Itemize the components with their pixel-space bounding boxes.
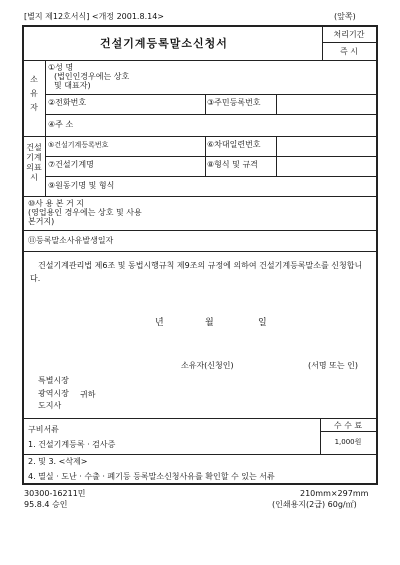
phone-label: ②전화번호 [48,98,87,107]
footer-paper-size: 210mm×297mm [300,489,369,498]
address-label: ④주 소 [48,120,74,129]
processing-period-label: 처리기간 [333,30,365,39]
name-label: ①성 명 [48,63,74,72]
resident-number-input[interactable] [278,96,374,112]
footer-paper-spec: (인쇄용지(2급) 60g/㎡) [272,500,357,509]
page-side-label: (앞쪽) [334,12,356,21]
outer-right-border [376,25,378,485]
addressee-special-city: 특별시장 [38,376,69,385]
required-documents-label: 구비서류 [28,425,59,434]
fee-split [320,431,376,432]
title-bottom-line [23,60,376,61]
machine-section-bottom [23,196,376,197]
phone-input[interactable] [132,96,202,112]
fee-value: 1,000원 [334,438,362,446]
base-location-note: (영업용인 경우에는 상호 및 사용본거지) [28,208,142,226]
processing-split [322,42,376,43]
base-location-label: ⑩사 용 본 거 지 [28,199,84,208]
phone-resident-divider [205,94,206,114]
machine-row-line-1 [45,156,376,157]
addressee-governor: 도지사 [38,401,62,410]
chassis-number-label: ⑥차대일련번호 [207,140,261,149]
outer-bottom-border [22,483,378,485]
engine-input[interactable] [130,178,374,194]
model-spec-label: ⑧형식 및 규격 [207,160,258,169]
machine-section-label: 건설기계의표시 [26,143,42,182]
date-day-label: 일 [258,318,267,328]
documents-mid-line [23,454,376,455]
form-title: 건설기계등록말소신청서 [100,37,228,50]
date-year-label: 년 [155,318,164,328]
owner-row-line-2 [45,114,376,115]
address-input[interactable] [90,116,374,134]
outer-left-border [22,25,24,485]
engine-label: ⑨원동기명 및 형식 [48,181,115,190]
machine-name-input[interactable] [132,158,202,174]
machine-name-label: ⑦건설기계명 [48,160,94,169]
fee-label: 수 수 료 [333,421,363,430]
resident-value-divider [276,94,277,114]
owner-section-label: 소 유 자 [30,75,38,112]
outer-top-border [22,25,378,27]
footer-approval: 95.8.4 승인 [24,500,68,509]
sign-or-seal-note: (서명 또는 인) [308,361,358,370]
machine-row-line-2 [45,176,376,177]
documents-top-line [23,418,376,419]
date-month-label: 월 [205,318,214,328]
required-document-4: 4. 멸실 · 도난 · 수출 · 폐기등 등록말소신청사유를 확인할 수 있는 서류 [28,472,275,481]
addressee-honorific: 귀하 [80,390,96,399]
application-statement: 건설기계관리법 제6조 및 동법시행규칙 제9조의 규정에 의하여 건설기계등록말소를 신청합니다. [30,261,363,283]
registration-number-input[interactable] [132,138,202,154]
cancellation-reason-date-label: ⑪등록말소사유발생일자 [28,236,114,245]
base-location-input[interactable] [150,199,374,227]
required-document-1: 1. 건설기계등록 · 검사증 [28,440,116,449]
name-input[interactable] [136,64,374,92]
name-note: (법인인경우에는 상호 및 대표자) [54,72,130,90]
model-spec-input[interactable] [278,158,374,174]
owner-section-bottom [23,136,376,137]
base-row-bottom [23,230,376,231]
addressee-metro-city: 광역시장 [38,389,69,398]
reason-row-bottom [23,251,376,252]
form-number: [별지 제12호서식] <개정 2001.8.14> [24,12,164,21]
applicant-label: 소유자(신청인) [181,361,234,370]
owner-label-divider [45,60,46,136]
cancellation-reason-date-input[interactable] [125,233,374,249]
required-document-2-3: 2. 및 3. <삭제> [28,457,88,466]
registration-number-label: ⑤건설기계등록번호 [48,141,109,149]
footer-form-code: 30300-16211민 [24,489,86,498]
processing-period-value: 즉 시 [340,47,358,56]
owner-row-line-1 [45,94,376,95]
machine-label-divider [45,136,46,196]
resident-number-label: ③주민등록번호 [207,98,261,107]
chassis-number-input[interactable] [278,138,374,154]
